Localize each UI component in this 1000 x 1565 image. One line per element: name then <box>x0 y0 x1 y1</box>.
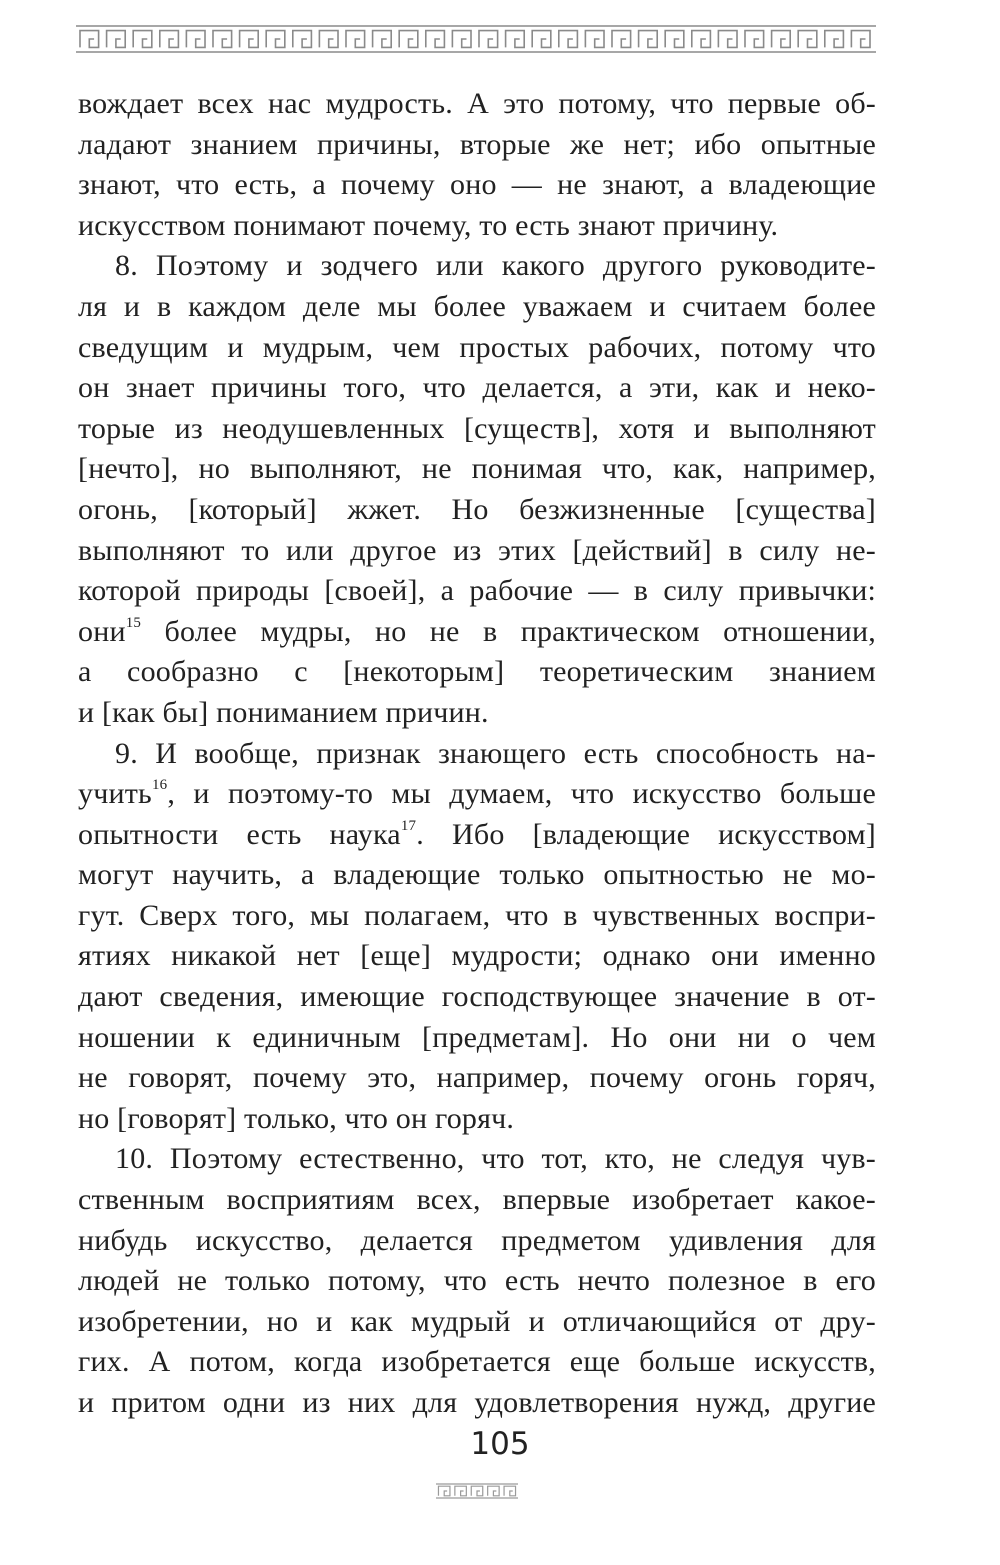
text-line: могут научить, а владеющие только опытностью не мо- <box>78 858 876 892</box>
paragraph-9-start: 9. И вообще, признак знающего есть способность на- <box>115 736 876 770</box>
text-line: и [как бы] пониманием причин. <box>78 695 489 729</box>
top-meander-ornament <box>76 25 876 53</box>
text-line: нибудь искусство, делается предметом удивления для <box>78 1223 876 1257</box>
text-line: гих. А потом, когда изобретается еще больше искусств, <box>78 1345 876 1379</box>
text-line: знают, что есть, а почему оно — не знают, а владеющие <box>78 168 876 202</box>
text-line: не говорят, почему это, например, почему огонь горяч, <box>78 1061 876 1095</box>
page-number: 105 <box>470 1426 530 1462</box>
footnote-ref-17[interactable]: 17 <box>400 817 417 834</box>
text-line: а сообразно с [некоторым] теоретическим знанием <box>78 655 876 689</box>
text-line: которой природы [своей], а рабочие — в силу привычки: <box>78 574 876 608</box>
paragraph-8-start: 8. Поэтому и зодчего или какого другого руководите- <box>115 249 876 283</box>
footnote-ref-16[interactable]: 16 <box>151 777 168 794</box>
text-line-with-footnote: учить$^{16}$, и поэтому-то мы думаем, что искусство больше <box>78 777 876 811</box>
text-line: изобретении, но и как мудрый и отличающийся от дру- <box>78 1304 876 1338</box>
text-line: но [говорят] только, что он горяч. <box>78 1101 515 1135</box>
text-line: дают сведения, имеющие господствующее значение в от- <box>78 980 876 1014</box>
text-line: ятиях никакой нет [еще] мудрости; однако они именно <box>78 939 876 973</box>
text-line: торые из неодушевленных [существ], хотя и выполняют <box>78 411 876 445</box>
text-line: ля и в каждом деле мы более уважаем и считаем более <box>78 289 876 323</box>
text-line: ственным восприятиям всех, впервые изобретает какое- <box>78 1183 876 1217</box>
text-line-with-footnote: они$^{15}$ более мудры, но не в практическом отношении, <box>78 614 876 648</box>
text-line-with-footnote: опытности есть наука$^{17}$. Ибо [владеющие искусством] <box>78 817 876 851</box>
text-line: огонь, [который] жжет. Но безжизненные [существа] <box>78 492 876 526</box>
text-line: ладают знанием причины, вторые же нет; ибо опытные <box>78 127 876 161</box>
text-line: выполняют то или другое из этих [действий] в силу не- <box>78 533 876 567</box>
text-line: и притом одни из них для удовлетворения нужд, другие <box>78 1386 876 1419</box>
text-line: вождает всех нас мудрость. А это потому, что первые об- <box>78 87 876 120</box>
paragraph-10-start: 10. Поэтому естественно, что тот, кто, не следуя чув- <box>115 1142 876 1176</box>
footnote-ref-15[interactable]: 15 <box>125 614 142 631</box>
text-line: ношении к единичным [предметам]. Но они ни о чем <box>78 1020 876 1054</box>
text-line: гут. Сверх того, мы полагаем, что в чувственных воспри- <box>78 898 876 932</box>
text-line: сведущим и мудрым, чем простых рабочих, потому что <box>78 330 876 364</box>
body-text <box>78 84 876 1424</box>
text-line: людей не только потому, что есть нечто полезное в его <box>78 1264 876 1298</box>
text-line: он знает причины того, что делается, а эти, как и неко- <box>78 371 876 405</box>
text-line: искусством понимают почему, то есть знают причину. <box>78 208 779 242</box>
bottom-meander-ornament <box>436 1483 518 1499</box>
text-line: [нечто], но выполняют, не понимая что, как, например, <box>78 452 876 486</box>
